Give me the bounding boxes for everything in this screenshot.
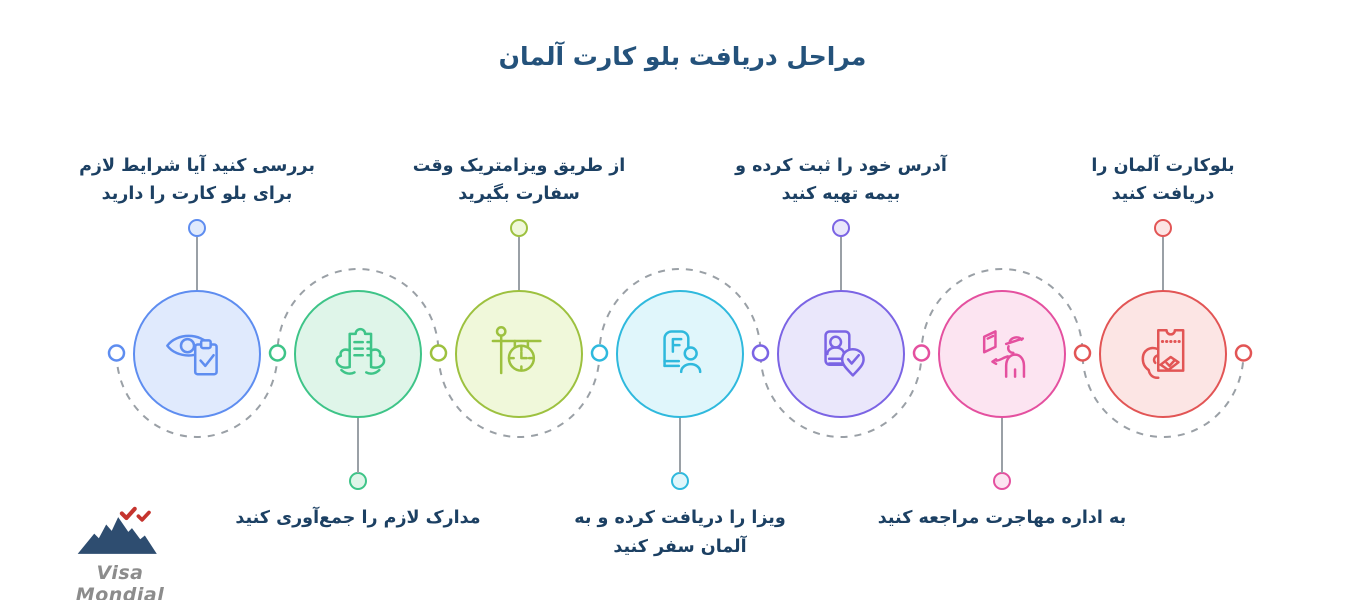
step-stem (357, 417, 359, 473)
step-stem (840, 237, 842, 291)
step-label: بررسی کنید آیا شرایط لازم برای بلو کارت را دارید (79, 156, 315, 204)
step-stem (679, 417, 681, 473)
path-node (109, 346, 124, 361)
step-label-node (349, 472, 367, 490)
step-circle (777, 290, 905, 418)
step-stem (1001, 417, 1003, 473)
step-stem (518, 237, 520, 291)
immigration-officer-icon (964, 316, 1040, 392)
step-circle (1099, 290, 1227, 418)
step-circle (133, 290, 261, 418)
step-label: آدرس خود را ثبت کرده و بیمه تهیه کنید (735, 156, 947, 204)
path-node (431, 346, 446, 361)
step-label-node (832, 219, 850, 237)
step-label: مدارک لازم را جمع‌آوری کنید (235, 508, 481, 528)
step-label: از طریق ویزامتریک وقت سفارت بگیرید (412, 156, 626, 204)
step-circle (616, 290, 744, 418)
path-node (914, 346, 929, 361)
mountain-logo-icon (74, 504, 166, 556)
step-label-node (188, 219, 206, 237)
visa-mondial-logo (58, 504, 182, 600)
step-label-node (510, 219, 528, 237)
step-label-node (1154, 219, 1172, 237)
page-title: مراحل دریافت بلو کارت آلمان (498, 42, 867, 71)
logo-text: Visa Mondial (75, 562, 165, 600)
street-clock-icon (481, 316, 557, 392)
step-circle (294, 290, 422, 418)
step-stem (1162, 237, 1164, 291)
passport-person-icon (642, 316, 718, 392)
step-stem (196, 237, 198, 291)
id-card-location-check-icon (803, 316, 879, 392)
path-node (1236, 346, 1251, 361)
step-label-node (671, 472, 689, 490)
step-label: ویزا را دریافت کرده و به آلمان سفر کنید (574, 508, 786, 557)
step-label-node (993, 472, 1011, 490)
hands-holding-document-icon (320, 316, 396, 392)
card-in-hand-check-icon (1125, 316, 1201, 392)
eye-checklist-icon (159, 316, 235, 392)
step-label: به اداره مهاجرت مراجعه کنید (877, 508, 1127, 528)
path-node (1075, 346, 1090, 361)
step-circle (938, 290, 1066, 418)
step-circle (455, 290, 583, 418)
path-node (592, 346, 607, 361)
path-node (753, 346, 768, 361)
path-node (270, 346, 285, 361)
step-label: بلوکارت آلمان را دریافت کنید (1091, 156, 1235, 204)
